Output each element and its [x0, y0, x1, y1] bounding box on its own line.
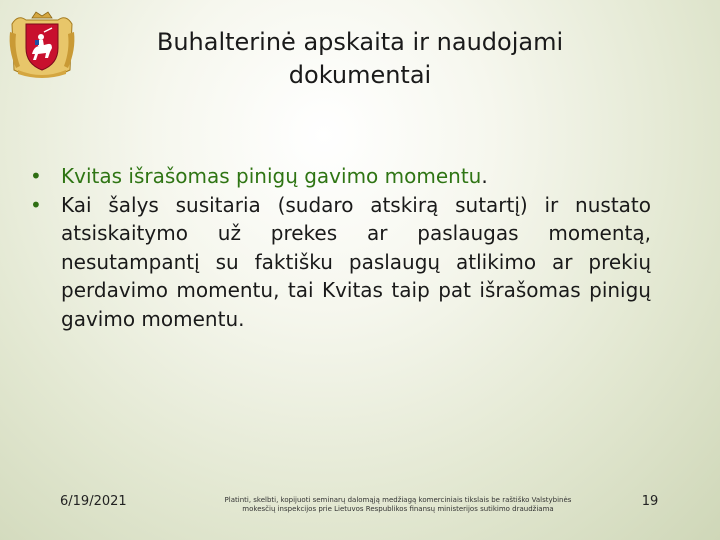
footer-copyright-note: [188, 496, 608, 514]
bullet-text-suffix: .: [481, 164, 488, 188]
slide-title: Buhalterinė apskaita ir naudojami dokumentai: [156, 28, 564, 89]
bullet-text-highlight: Kvitas išrašomas pinigų gavimo momentu: [61, 164, 482, 188]
footer-note-line: Platinti, skelbti, kopijuoti seminarų dalomąją medžiagą komerciniais tikslais be raštiško Valstybinės: [224, 496, 572, 504]
bullet-list: [30, 162, 660, 333]
bullet-marker: •: [30, 164, 42, 188]
bullet-item: [30, 191, 660, 334]
bullet-item: [30, 162, 660, 191]
footer-date: 6/19/2021: [60, 494, 127, 509]
coat-of-arms-icon: [8, 10, 76, 80]
page-number: 19: [641, 494, 659, 509]
bullet-marker: •: [30, 192, 42, 217]
footer-note-line: mokesčių inspekcijos prie Lietuvos Respublikos finansų ministerijos sutikimo draudžiama: [242, 505, 554, 513]
bullet-text: Kai šalys susitaria (sudaro atskirą sutartį) ir nustato atsiskaitymo už prekes ar paslaugas momentą, nesutampantį su faktišku paslaugų atlikimo ar prekių perdavimo momentu, tai Kvitas taip pat išrašomas pinigų gavimo momentu.: [61, 192, 651, 331]
